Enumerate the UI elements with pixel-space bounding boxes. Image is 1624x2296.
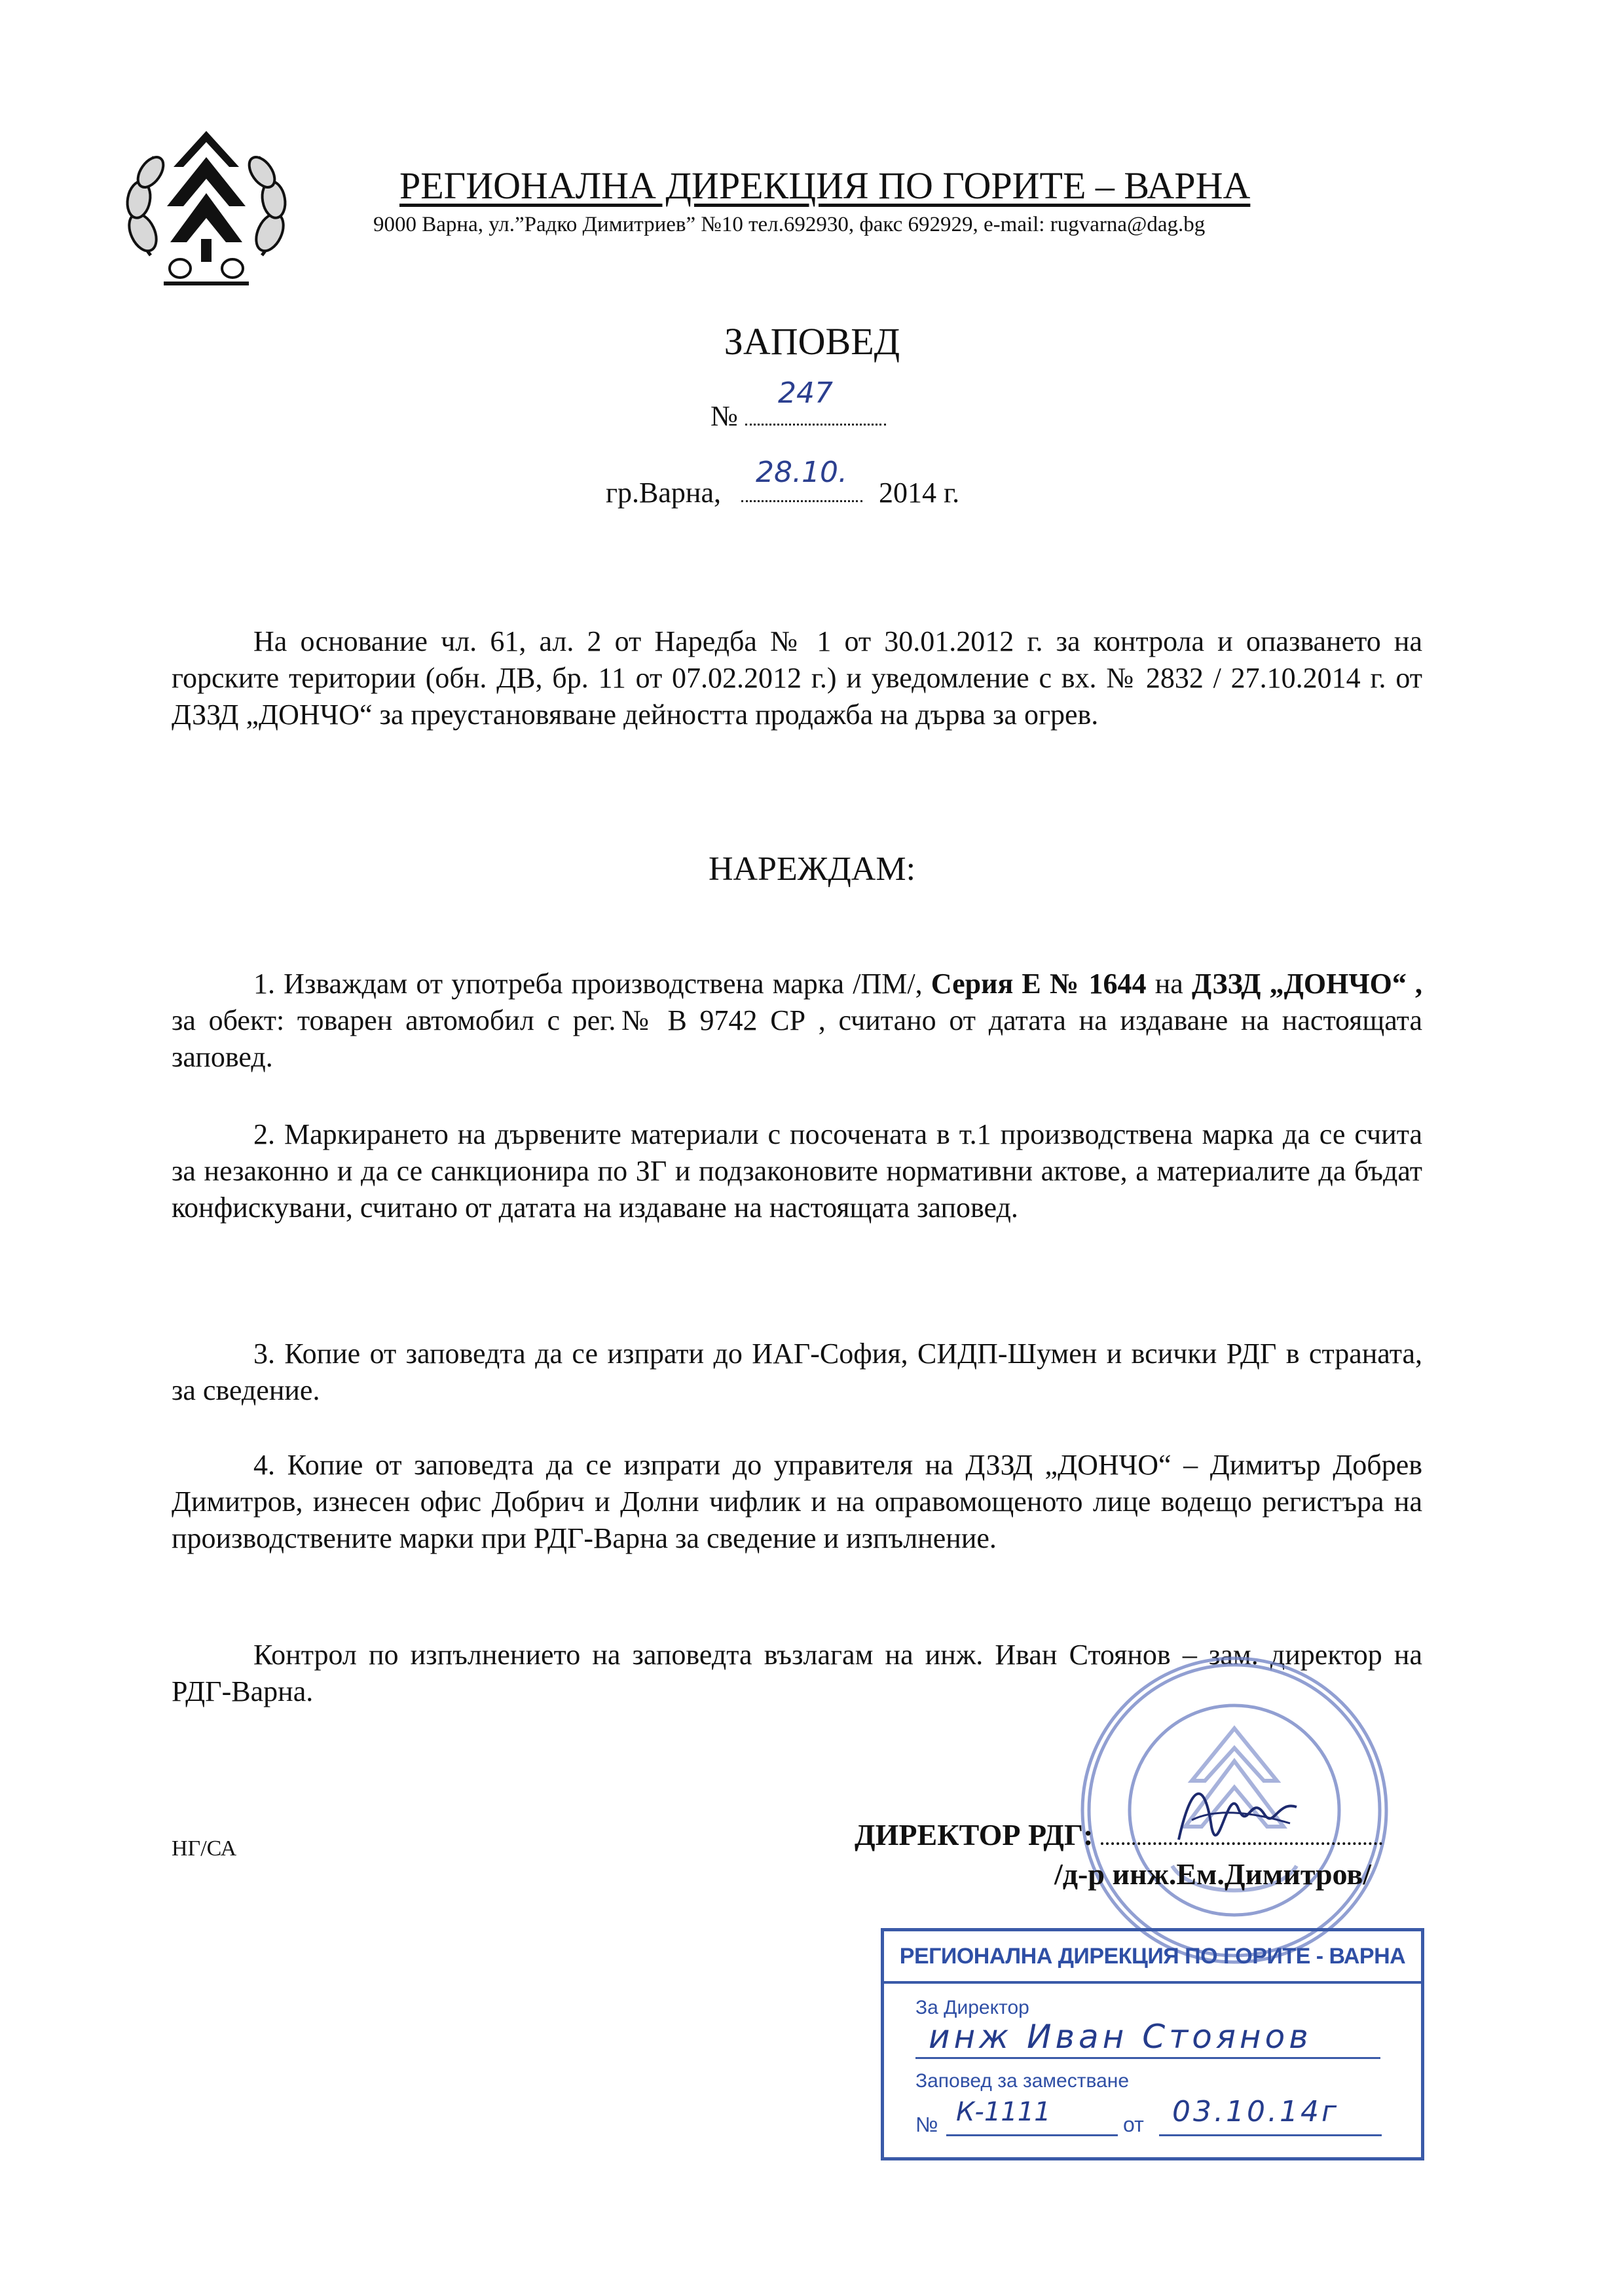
order-item-2: 2. Маркирането на дървените материали с посочената в т.1 производствена марка да се счита за незаконно и да се санкционира по ЗГ и подзаконовите нормативни актове, а материалите да бъдат конфискувани, считано от датата на издаване на настоящата заповед.	[172, 1118, 1422, 1224]
item1-organization: ДЗЗД „ДОНЧО“ ,	[1192, 968, 1423, 1000]
order-title: ЗАПОВЕД	[724, 320, 900, 363]
stamp-name-line	[915, 2057, 1380, 2059]
stamp-number-label: №	[915, 2113, 938, 2136]
order-item-4: 4. Копие от заповедта да се изпрати до управителя на ДЗЗД „ДОНЧО“ – Димитър Добрев Димитров, изнесен офис Добрич и Долни чифлик и на оправомощеното лице водещо регистъра на производствените марки при РДГ-Варна за сведение и изпълнение.	[172, 1449, 1422, 1554]
control-paragraph: Контрол по изпълнението на заповедта възлагам на инж. Иван Стоянов – зам. директор на РДГ-Варна.	[172, 1639, 1422, 1707]
signature-name: /д-р инж.Ем.Димитров/	[1054, 1857, 1372, 1891]
forestry-logo	[124, 121, 288, 295]
item1-text-mid: на	[1154, 968, 1183, 1000]
stamp-order-label: Заповед за заместване	[915, 2070, 1130, 2092]
item1-series: Серия Е № 1644	[931, 968, 1147, 1000]
organization-name: РЕГИОНАЛНА ДИРЕКЦИЯ ПО ГОРИТЕ – ВАРНА	[399, 164, 1251, 207]
stamp-from-label: от	[1123, 2113, 1144, 2136]
deputy-stamp	[881, 1928, 1424, 2160]
order-date-line	[606, 456, 960, 509]
stamp-number-handwritten: К-1111	[956, 2097, 1051, 2127]
order-item-3: 3. Копие от заповедта да се изпрати до ИАГ-София, СИДП-Шумен и всички РДГ в страната, за сведение.	[172, 1338, 1422, 1406]
basis-paragraph: На основание чл. 61, ал. 2 от Наредба № 1 от 30.01.2012 г. за контрола и опазването на горските територии (обн. ДВ, бр. 11 от 07.02.2012 г.) и уведомление с вх. № 2832 / 27.10.2014 г. от ДЗЗД „ДОНЧО“ за преустановяване дейността продажба на дърва за огрев.	[172, 625, 1422, 731]
command-heading: НАРЕЖДАМ:	[708, 850, 916, 888]
order-number-prefix: №	[710, 400, 738, 432]
order-number-field	[745, 376, 886, 426]
order-number-handwritten: 247	[777, 376, 833, 410]
order-date-year: 2014 г.	[879, 477, 960, 509]
stamp-number-line	[946, 2134, 1118, 2136]
item1-text-start: 1. Изваждам от употреба производствена марка /ПМ/,	[253, 968, 923, 1000]
organization-contacts: 9000 Варна, ул.”Радко Димитриев” №10 тел.692930, факс 692929, e-mail: rugvarna@dag.bg	[373, 213, 1206, 236]
author-initials: НГ/СА	[172, 1836, 237, 1861]
order-number-line	[710, 376, 886, 433]
signature-title	[855, 1817, 1382, 1852]
order-date-field	[741, 456, 862, 502]
order-item-1	[172, 966, 1422, 1076]
stamp-name-handwritten: инж Иван Стоянов	[929, 2018, 1312, 2056]
item1-text-end: за обект: товарен автомобил с рег.№ В 9742 СР , считано от датата на издаване на настоящата заповед.	[172, 1004, 1422, 1073]
stamp-for-director-label: За Директор	[915, 1997, 1029, 2018]
signature-line	[1101, 1823, 1382, 1845]
order-date-handwritten: 28.10.	[756, 456, 847, 489]
stamp-date-line	[1159, 2134, 1382, 2136]
stamp-date-handwritten: 03.10.14г	[1172, 2095, 1340, 2128]
stamp-header: РЕГИОНАЛНА ДИРЕКЦИЯ ПО ГОРИТЕ - ВАРНА	[884, 1931, 1421, 1984]
order-date-prefix: гр.Варна,	[606, 477, 721, 509]
signature-title-text: ДИРЕКТОР РДГ:	[855, 1818, 1094, 1851]
